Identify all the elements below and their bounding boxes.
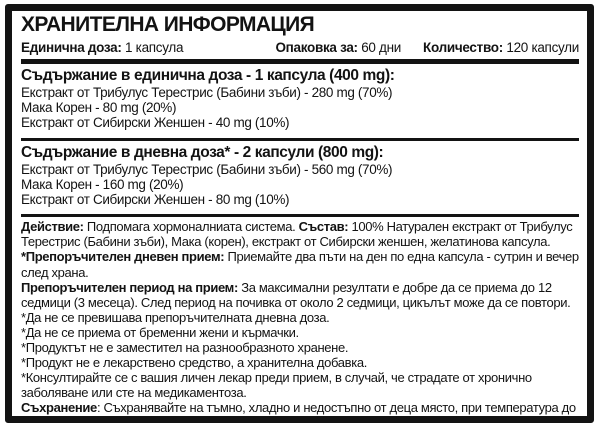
warning-line: *Продукт не е лекарствено средство, а хранителна добавка. bbox=[21, 355, 367, 371]
list-item: Екстракт от Трибулус Терестрис (Бабини зъби) - 280 mg (70%) bbox=[21, 85, 393, 100]
daily-dose-section bbox=[21, 141, 579, 212]
list-item: Екстракт от Трибулус Терестрис (Бабини зъби) - 560 mg (70%) bbox=[21, 161, 393, 177]
intake-period-label: Препоръчителен период на прием: bbox=[21, 279, 238, 295]
intake-period-paragraph bbox=[21, 280, 579, 310]
usage-info-block bbox=[21, 217, 579, 423]
action-label: Действие: bbox=[21, 219, 84, 235]
storage-paragraph bbox=[21, 400, 579, 423]
action-composition-paragraph bbox=[21, 219, 579, 249]
daily-intake-label: *Препоръчителен дневен прием: bbox=[21, 249, 225, 265]
warning-line: *Да не се превишава препоръчителната дневна доза. bbox=[21, 309, 330, 325]
list-item: Екстракт от Сибирски Женшен - 40 mg (10%) bbox=[21, 115, 290, 131]
quantity-value: 120 капсули bbox=[506, 40, 579, 55]
nutrition-label bbox=[5, 4, 594, 423]
dose-summary-row bbox=[21, 39, 579, 56]
quantity-label: Количество: bbox=[423, 40, 503, 55]
single-dose-field bbox=[21, 39, 183, 56]
warning-line: *Продуктът не е заместител на разнообразното хранене. bbox=[21, 339, 349, 355]
single-dose-label: Единична доза: bbox=[21, 40, 122, 55]
quantity-field bbox=[423, 39, 579, 56]
single-dose-section bbox=[21, 64, 579, 135]
daily-dose-ingredient-list bbox=[21, 162, 579, 208]
action-text: Подпомага хормоналниата система. bbox=[86, 219, 296, 235]
package-label: Опаковка за: bbox=[275, 40, 358, 55]
single-dose-heading: Съдържание в единична доза - 1 капсула (400 mg): bbox=[21, 67, 395, 84]
warning-line: *Да не се приема от бременни жени и кърмачки. bbox=[21, 324, 299, 340]
composition-label: Състав: bbox=[298, 219, 349, 235]
package-field bbox=[275, 39, 401, 56]
single-dose-ingredient-list bbox=[21, 85, 579, 131]
list-item: Екстракт от Сибирски Женшен - 80 mg (10%) bbox=[21, 192, 290, 208]
daily-dose-heading: Съдържание в дневна доза* - 2 капсули (800 mg): bbox=[21, 143, 384, 161]
warning-line: *Консултирайте се с вашия личен лекар преди прием, в случай, че страдате от хронично заболяване или сте на медикаментоза. bbox=[21, 370, 532, 401]
storage-label: Съхранение bbox=[21, 400, 97, 416]
list-item: Мака Корен - 160 mg (20%) bbox=[21, 176, 184, 192]
package-value: 60 дни bbox=[361, 40, 402, 55]
page-title: ХРАНИТЕЛНА ИНФОРМАЦИЯ bbox=[21, 13, 315, 36]
list-item: Мака Корен - 80 mg (20%) bbox=[21, 100, 177, 116]
intake-period-text: За максимални резултати е добре да се приема до 12 седмици (3 месеца). След период на почивка от около 2 седмици, цикълът може да се повтори. bbox=[21, 279, 571, 310]
daily-intake-text: Приемайте два пъти на ден по една капсула - сутрин и вечер след храна. bbox=[21, 249, 579, 280]
single-dose-value: 1 капсула bbox=[125, 40, 184, 55]
composition-text: 100% Натурален екстракт от Трибулус Терестрис (Бабини зъби), Мака (корен), екстракт от Сибирски женшен, желатинова капсула. bbox=[21, 219, 573, 250]
daily-intake-paragraph bbox=[21, 249, 579, 279]
storage-text: : Съхранявайте на тъмно, хладно и недостъпно от деца място, при температура до 25°C. bbox=[21, 400, 576, 423]
